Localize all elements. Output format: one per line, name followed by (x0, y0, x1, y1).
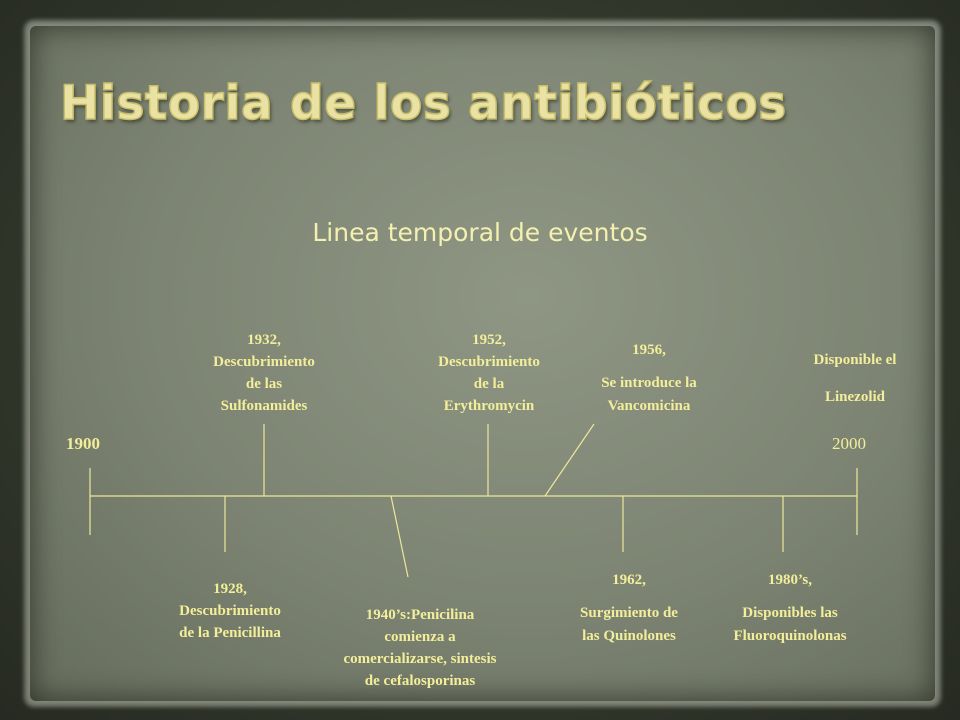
event-1940s-line: comienza a (384, 629, 456, 645)
event-1928-line: de la Penicillina (179, 625, 281, 641)
event-1962-line: Surgimiento de (580, 605, 678, 621)
event-linezolid (775, 349, 935, 408)
event-1940s (310, 604, 530, 692)
event-1932-line: 1932, (247, 332, 281, 348)
event-1952 (409, 329, 569, 417)
event-1962-line: las Quinolones (582, 628, 676, 644)
slide-subtitle: Linea temporal de eventos (312, 218, 648, 247)
event-1928-line: 1928, (213, 581, 247, 597)
event-1940s-line: 1940’s:Penicilina (365, 607, 475, 623)
event-1932 (184, 329, 344, 417)
connector-1940s (391, 496, 408, 577)
event-1962 (549, 569, 709, 648)
event-1928-line: Descubrimiento (179, 603, 281, 619)
timeline-start-label: 1900 (66, 434, 100, 453)
slide-title: Historia de los antibióticos (60, 76, 787, 131)
event-1980s-line: Disponibles las (742, 605, 838, 621)
event-1952-line: Erythromycin (443, 398, 535, 414)
event-1980s-line: 1980’s, (767, 572, 813, 588)
event-1928 (150, 578, 310, 644)
event-1952-line: 1952, (472, 332, 506, 348)
event-1956 (569, 339, 729, 418)
event-1980s (699, 569, 881, 648)
event-1962-line: 1962, (612, 572, 646, 588)
event-1956-line: 1956, (632, 342, 666, 358)
event-1932-line: Descubrimiento (213, 354, 315, 370)
event-1940s-line: comercializarse, sintesis (343, 651, 497, 667)
event-1952-line: de la (473, 376, 505, 392)
connector-1956 (545, 424, 594, 496)
event-1932-line: Sulfonamides (220, 398, 308, 414)
event-1956-line: Vancomicina (607, 398, 691, 414)
timeline-end-label: 2000 (832, 434, 866, 453)
event-1952-line: Descubrimiento (438, 354, 540, 370)
event-1932-line: de las (245, 376, 283, 392)
event-linezolid-line: Linezolid (824, 389, 885, 405)
event-1940s-line: de cefalosporinas (364, 673, 476, 689)
event-linezolid-line: Disponible el (813, 352, 897, 368)
event-1980s-line: Fluoroquinolonas (733, 628, 847, 644)
event-1956-line: Se introduce la (601, 375, 697, 391)
